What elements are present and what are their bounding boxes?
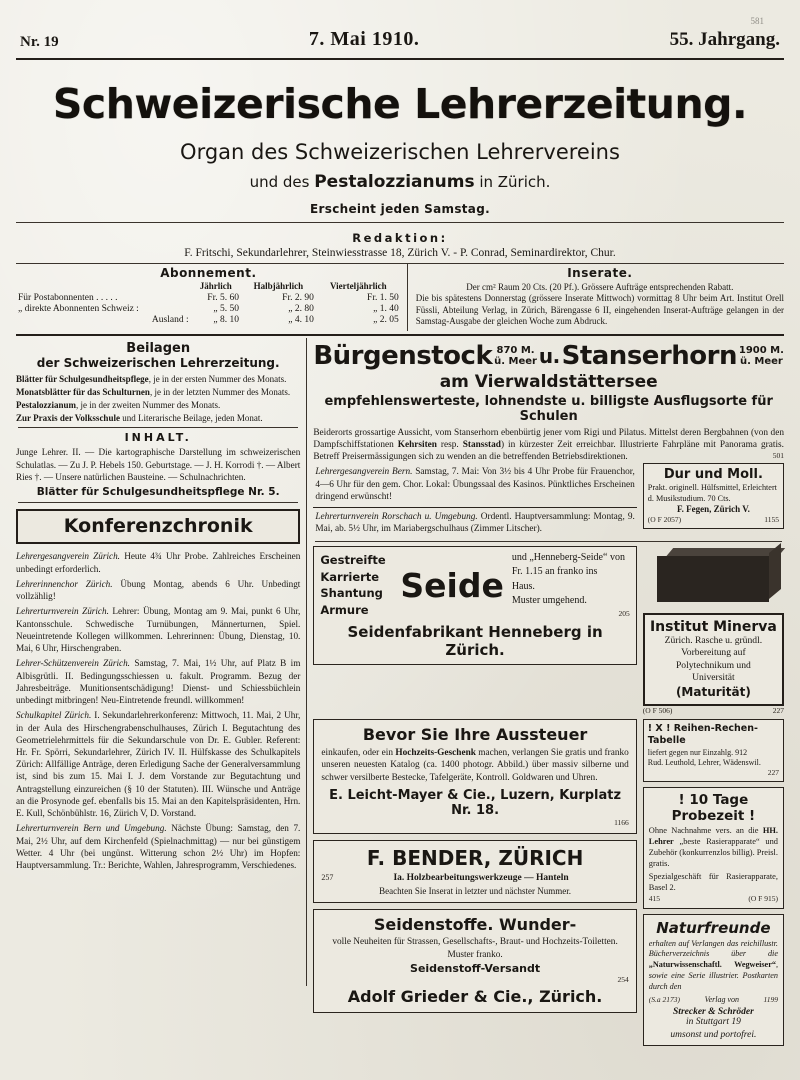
notice-item [313, 463, 636, 508]
probezeit-headline: ! 10 Tage Probezeit ! [671, 792, 756, 825]
publisher-name: Strecker & Schröder [673, 1006, 754, 1017]
left-column [14, 338, 307, 986]
ad-reference-left: 415 [648, 893, 661, 903]
durmoll-vendor: F. Fegen, Zürich V. [676, 503, 750, 514]
ad-reference-left: (O F 2057) [647, 515, 682, 525]
right-column [307, 338, 786, 1040]
seide-type: Gestreifte [320, 553, 386, 568]
notice-title: Lehrergesangverein Bern. [315, 467, 413, 478]
entry-text: Heute 4¾ Uhr Probe. Zahlreiches Erscheinen unbedingt erforderlich. [16, 551, 301, 574]
divider-top [16, 58, 784, 60]
altitude-value: 1900 M. [738, 345, 784, 356]
ad-henneberg-seide[interactable] [313, 546, 636, 665]
row-value: „ 2. 05 [373, 314, 399, 325]
seide-headline: Seide [400, 565, 504, 605]
entry-text: Samstag, 7. Mai, 1½ Uhr, auf Platz B im Albisgrütli. II. Bedingungsschiessen u. fakult. Programm. Bezug der Jahresbeiträge. Munitionsentschädigung! Dienst- und Schiessbüchlein unbedingt mitbringen! Neu-Eintretende freundl. willkommen! [16, 658, 301, 706]
seide-type: Karrierte [320, 569, 380, 584]
conjunction: u. [538, 344, 560, 368]
body-part: ) in kürzester Zeit erreichbar. Illustrierte Fahrpläne mit Panorama gratis. Betreff Preisermässigungen sich zu wenden an die betreffenden Betriebsdirektionen. [313, 440, 784, 463]
ad-reference-number: 1166 [614, 818, 629, 828]
body-part: einkaufen, oder ein [321, 747, 396, 758]
table-row [16, 292, 401, 303]
row-label: „ direkte Abonnenten Schweiz : [18, 303, 139, 314]
ad-naturfreunde[interactable] [643, 914, 784, 1046]
divider-above-inhalt [18, 427, 298, 428]
buergenstock-name: Bürgenstock [313, 341, 493, 371]
bender-products [321, 873, 628, 883]
naturfreunde-publisher [649, 1007, 778, 1017]
col-jaehrlich: Jährlich [199, 281, 232, 291]
list-item [16, 412, 300, 425]
altitude-value: 870 M. [496, 345, 535, 356]
buergenstock-location: am Vierwaldstättersee [439, 372, 658, 392]
masthead-topline [14, 14, 786, 55]
grieder-vendor: Adolf Grieder & Cie., Zürich. [347, 986, 603, 1006]
altitude-unit: ü. Meer [739, 356, 783, 367]
beilagen-subtitle: der Schweizerischen Lehrerzeitung. [36, 356, 280, 370]
row-value: „ 5. 50 [213, 303, 239, 314]
ad-adolf-grieder[interactable] [313, 909, 636, 1012]
volume-year: 55. Jahrgang. [669, 29, 780, 50]
seide-detail-line: und „Henneberg-Seide“ von [511, 551, 625, 563]
bender-product-line: Ia. Holzbearbeitungswerkzeuge — Hanteln [393, 873, 569, 884]
ad-leicht-mayer[interactable] [313, 719, 636, 835]
grieder-body: volle Neuheiten für Strassen, Gesellschafts-, Braut- und Hochzeits-Toiletten. Muster franko. [332, 937, 618, 961]
beilage-detail: , je in der zweiten Nummer des Monats. [76, 400, 221, 411]
row-value: „ 1. 40 [373, 303, 399, 314]
cube-front-face [657, 556, 769, 602]
entry-title: Lehrer-Schützenverein Zürich. [16, 658, 130, 669]
lower-left-ads [313, 719, 642, 1046]
seide-detail-line: Fr. 1.15 an franko ins [511, 566, 598, 578]
row-label: Für Postabonnenten . . . . . [18, 292, 118, 303]
ad-reference-number: 205 [618, 608, 630, 618]
ad-f-bender[interactable] [313, 840, 636, 903]
subtitle-suffix: in Zürich. [474, 173, 551, 191]
seide-type: Armure [320, 603, 369, 618]
table-row [16, 303, 401, 314]
buergenstock-body [313, 427, 784, 463]
inserate-rate-line: Der cm² Raum 20 Cts. (20 Pf.). Grössere Aufträge entsprechenden Rabatt. [466, 282, 734, 292]
row-value: Fr. 5. 60 [207, 292, 239, 303]
chronik-entry [16, 550, 300, 574]
list-item [16, 386, 300, 399]
beilage-name: Blätter für Schulgesundheitspflege [16, 374, 149, 384]
body-part: , sowie eine Serie illustrier. Postkarten durch den [648, 960, 778, 991]
seide-types [320, 552, 392, 619]
notice-text: Ordentl. Hauptversammlung: Montag, 9. Mai, ab. 5½ Uhr, im Mariabergschulhaus (Zimmer Litscher). [315, 511, 635, 535]
body-part: resp. [436, 440, 463, 451]
chronik-entry [16, 657, 300, 706]
entry-text: Übung Montag, abends 6 Uhr. Unbedingt vollzählig! [16, 578, 301, 602]
ad-reference-number: 501 [772, 451, 784, 461]
ad-reference-number: 227 [767, 768, 779, 778]
aussteuer-body [321, 747, 628, 785]
beilage-name: Monatsblätter für das Schulturnen [16, 387, 150, 398]
ad-reihen-rechen-tabelle[interactable] [643, 719, 784, 782]
row-value: Fr. 2. 90 [282, 292, 314, 303]
probezeit-vendor: Spezialgeschäft für Rasierapparate, Basel 2. [648, 871, 778, 892]
seide-and-minerva [313, 546, 784, 715]
notices-and-durmoll [313, 463, 784, 539]
entry-title: Lehrerturnverein Zürich. [16, 606, 109, 617]
wegweiser-title: „Naturwissenschaftl. Wegweiser“ [648, 960, 776, 970]
stanserhorn-altitude [739, 345, 784, 367]
durmoll-description: Prakt. originell. Hülfsmittel, Erleichtert d. Musikstudium. 70 Cts. [647, 483, 777, 503]
list-item [16, 399, 300, 412]
beilage-detail: , je in der ersten Nummer des Monats. [148, 374, 287, 384]
decorative-cube-graphic [643, 546, 784, 608]
pestalozzianum-name: Pestalozzianums [314, 172, 475, 192]
row-label: Ausland : [151, 314, 189, 325]
minerva-column [643, 546, 784, 715]
newspaper-title: Schweizerische Lehrerzeitung. [52, 80, 748, 128]
inserate-deadline-text: Die bis spätestens Donnerstag (grössere Inserate Mittwoch) vormittag 8 Uhr beim Art. Institut Orell Füssli, Abteilung Verlag, in Zürich, Bärengasse 6 II, eingehenden Inserat-Aufträge gelangen in der Samstag-Ausgabe der gleichen Woche zum Abdruck. [415, 293, 784, 326]
list-item [16, 373, 300, 386]
body-part: „beste Rasierapparate“ und Zubehör (konkurrenzlos billig). Preisl. gratis. [648, 836, 778, 868]
lower-ads [313, 719, 784, 1046]
row-value: „ 4. 10 [288, 314, 314, 325]
abonnement-title: Abonnement. [160, 266, 257, 280]
naturfreunde-headline: Naturfreunde [656, 918, 771, 937]
naturfreunde-offer: umsonst und portofrei. [670, 1029, 757, 1040]
inhalt-supplement-number: Blätter für Schulgesundheitspflege Nr. 5. [36, 486, 280, 499]
seide-detail-line: Muster umgehend. [511, 595, 587, 607]
inhalt-heading: INHALT. [124, 431, 192, 445]
altitude-unit: ü. Meer [494, 356, 537, 367]
ad-reference-number: 254 [617, 974, 629, 984]
notice-item [313, 508, 636, 539]
seide-row [320, 551, 629, 620]
ad-buergenstock[interactable] [313, 341, 784, 463]
minerva-line: Zürich. Rasche u. gründl. [664, 634, 763, 646]
minerva-maturitaet: (Maturität) [675, 684, 751, 699]
ad-reference-left: (O F 506) [642, 705, 673, 715]
publisher-prefix: Verlag von [704, 994, 739, 1004]
chronik-entry [16, 605, 300, 654]
abonnement-block [14, 264, 408, 331]
ad-reference-number: 257 [321, 873, 334, 883]
ad-reference-right: 1199 [763, 994, 778, 1004]
ad-reference-right: (O F 915) [748, 893, 778, 903]
naturfreunde-publisher-city: in Stuttgart 19 [685, 1016, 741, 1027]
inserate-block [408, 264, 786, 331]
seide-detail-line: Haus. [511, 580, 535, 592]
beilage-detail: , je in der letzten Nummer des Monats. [149, 387, 291, 398]
tabelle-title: ! X ! Reihen-Rechen-Tabelle [647, 722, 758, 747]
row-value: Fr. 1. 50 [367, 292, 399, 303]
notice-title: Lehrerturnverein Rorschach u. Umgebung. [315, 511, 478, 522]
ad-reference-right: 227 [772, 705, 784, 715]
grieder-service: Seidenstoff-Versandt [410, 961, 541, 975]
ad-rasierapparate-probezeit[interactable] [643, 787, 784, 909]
ad-dur-und-moll[interactable] [643, 463, 784, 529]
newspaper-subtitle: Organ des Schweizerischen Lehrervereins [180, 140, 620, 164]
col-vierteljaehrlich: Vierteljährlich [329, 281, 387, 291]
notices-column [313, 463, 642, 539]
chronik-entry [16, 822, 300, 871]
minerva-line: Polytechnikum und [675, 659, 751, 671]
divider-below-rates [16, 334, 784, 336]
entry-text: Lehrer: Übung, Montag am 9. Mai, punkt 6 Uhr, Kantonsschule. Schwedische Turnübungen, Männerturnen, Spiel. Neueintretende Kollegen willkommen. Lehrerinnen: Übung, Dienstag, 10. Mai, 6 Uhr, Hirschengraben. [16, 606, 301, 654]
inserate-title: Inserate. [567, 266, 633, 280]
entry-title: Schulkapitel Zürich. [16, 710, 92, 721]
cube-side-face [769, 543, 781, 599]
minerva-line: Universität [692, 672, 735, 684]
station-kehrsiten: Kehrsiten [397, 440, 437, 451]
tabelle-line: liefert gegen nur Einzahlg. 912 [647, 747, 748, 757]
body-part: Ohne Nachnahme vers. an die [648, 826, 763, 836]
entry-title: Lehrerturnverein Bern und Umgebung. [16, 823, 167, 834]
row-value: „ 2. 80 [288, 303, 314, 314]
corner-page-number: 581 [750, 16, 764, 26]
inserate-rates [416, 282, 784, 327]
beilage-name: Pestalozzianum [16, 400, 76, 411]
minerva-title: Institut Minerva [649, 618, 777, 635]
beilagen-list [16, 373, 300, 425]
aussteuer-headline: Bevor Sie Ihre Aussteuer [362, 724, 588, 744]
issue-number: Nr. 19 [20, 34, 59, 50]
probezeit-body [649, 826, 778, 870]
row-value: „ 8. 10 [213, 314, 239, 325]
entry-title: Lehrerinnenchor Zürich. [16, 578, 113, 589]
publication-frequency: Erscheint jeden Samstag. [310, 202, 490, 216]
subtitle-prefix: und des [249, 173, 315, 191]
table-row [16, 314, 401, 325]
entry-text: I. Sekundarlehrerkonferenz: Mittwoch, 11. Mai, 2 Uhr, in der Aula des Hirschengrabenschulhauses, Zürich I. Begutachtung des Geometrielehrmittels für die Sekundarschule von Dr. E. Gubler. Referent: Hr. Fr. Spörri, Sekundarlehrer, Zürich IV. II. Hülfskasse des Schulkapitels Zürich: Allfällige Anträge, deren Erledigung Sache der Generalversammlung ist, sind bis zum 15. Mai I. J. dem Vorstande zur Begutachtung und Antragstellung einzureichen (§ 10 der Statuten). III. Wünsche und Anträge an die Prosynode gef. ebenfalls bis 15. Mai an den Kapitelspräsidenten, Hrn. E. Kull, Schönbühlstr. 16, Zürich V, D. Vorstand. [16, 710, 301, 819]
bender-note: Beachten Sie Inserat in letzter und nächster Nummer. [379, 886, 572, 897]
entry-text: Nächste Übung: Samstag, den 7. Mai, 2½ Uhr, auf dem Kirchenfeld (Spielnachmittag) — nur bei günstigem Wetter. 4 Uhr (bei ungünst. Witterung schon 2½ Uhr) im Hopfen: Hauptversammlung. Tr.: Berichte, Wahlen, Jahresprogramm, Verschiedenes. [16, 823, 301, 871]
main-body [14, 338, 786, 1040]
buergenstock-headline [313, 341, 784, 371]
aussteuer-vendor: E. Leicht-Mayer & Cie., Luzern, Kurplatz Nr. 18. [329, 788, 622, 819]
body-part: Beiderorts grossartige Aussicht, vom Stanserhorn ebenbürtig jener vom Rigi und Pilatus. Mittelst deren Bergbahnen (von den Dampfschiffstationen [313, 428, 784, 451]
durmoll-title: Dur und Moll. [663, 467, 763, 483]
buergenstock-tagline: empfehlenswerteste, lohnendste u. billigste Ausflugsorte für Schulen [324, 394, 773, 424]
entry-title: Lehrergesangverein Zürich. [16, 551, 120, 562]
col-halbjaehrlich: Halbjährlich [253, 281, 304, 291]
konferenzchronik-entries [16, 550, 300, 871]
tabelle-vendor: Rud. Leuthold, Lehrer, Wädenswil. [647, 757, 761, 767]
seide-column [313, 546, 642, 715]
hochzeits-geschenk: Hochzeits-Geschenk [395, 747, 476, 758]
konferenzchronik-heading: Konferenzchronik [16, 509, 300, 544]
beilagen-title: Beilagen [126, 341, 191, 356]
redaktion-editors: F. Fritschi, Sekundarlehrer, Steinwiesstrasse 18, Zürich V. - P. Conrad, Seminardirektor, Chur. [184, 247, 616, 259]
chronik-entry [16, 709, 300, 819]
abonnement-table [16, 280, 401, 325]
buergenstock-altitude [494, 345, 537, 367]
ad-reference-right: 1155 [764, 515, 779, 525]
beilage-name: Zur Praxis der Volksschule [16, 413, 120, 424]
station-stansstad: Stansstad [462, 440, 501, 451]
body-part: erhalten auf Verlangen das reichillustr. Bücherverzeichnis über die [648, 938, 778, 959]
seide-vendor: Seidenfabrikant Henneberg in Zürich. [347, 622, 603, 659]
ad-institut-minerva[interactable] [643, 613, 784, 706]
issue-date: 7. Mai 1910. [308, 28, 420, 50]
naturfreunde-body [649, 939, 778, 993]
inhalt-contents: Junge Lehrer. II. — Die kartographische Darstellung im schweizerischen Schulatlas. — Zu J. P. Hebels 150. Geburtstage. — J. H. Korrodi †. — Albert Ries †. — Unsere natürlichen Bausteine. — Schulnachrichten. [16, 447, 301, 483]
notice-text: Samstag, 7. Mai: Von 3½ bis 4 Uhr Probe für Frauenchor, 4—6 Uhr für den gem. Chor. Lokal: Übungssaal des Kasinos. Pünktliches Erscheinen dringend erwünscht! [315, 467, 635, 503]
bender-name: F. BENDER, ZÜRICH [366, 846, 584, 871]
table-header-row [16, 280, 401, 292]
grieder-headline: Seidenstoffe. Wunder- [373, 915, 577, 935]
lehrer-emphasis: HH. Lehrer [648, 826, 778, 846]
seide-details [512, 551, 630, 620]
durmoll-column [643, 463, 784, 539]
minerva-line: Vorbereitung auf [681, 647, 746, 659]
seide-type: Shantung [320, 586, 383, 601]
newspaper-subtitle-secondary [14, 172, 786, 192]
redaktion-heading: Redaktion: [352, 231, 448, 245]
beilage-detail: und Literarische Beilage, jeden Monat. [119, 413, 263, 424]
stanserhorn-name: Stanserhorn [561, 341, 737, 371]
subscription-advert-rates [14, 264, 786, 331]
lower-right-ads [643, 719, 784, 1046]
body-part: machen, verlangen Sie gratis und franko unseren neuesten Katalog (ca. 1400 photogr. Abbild.) über massiv silberne und schwer versilberte Bestecke, Tafelgeräte, Kontroll. Goldwaren und Uhren. [321, 747, 629, 783]
chronik-entry [16, 578, 300, 602]
ad-reference-left: (S.a 2173) [648, 994, 681, 1004]
